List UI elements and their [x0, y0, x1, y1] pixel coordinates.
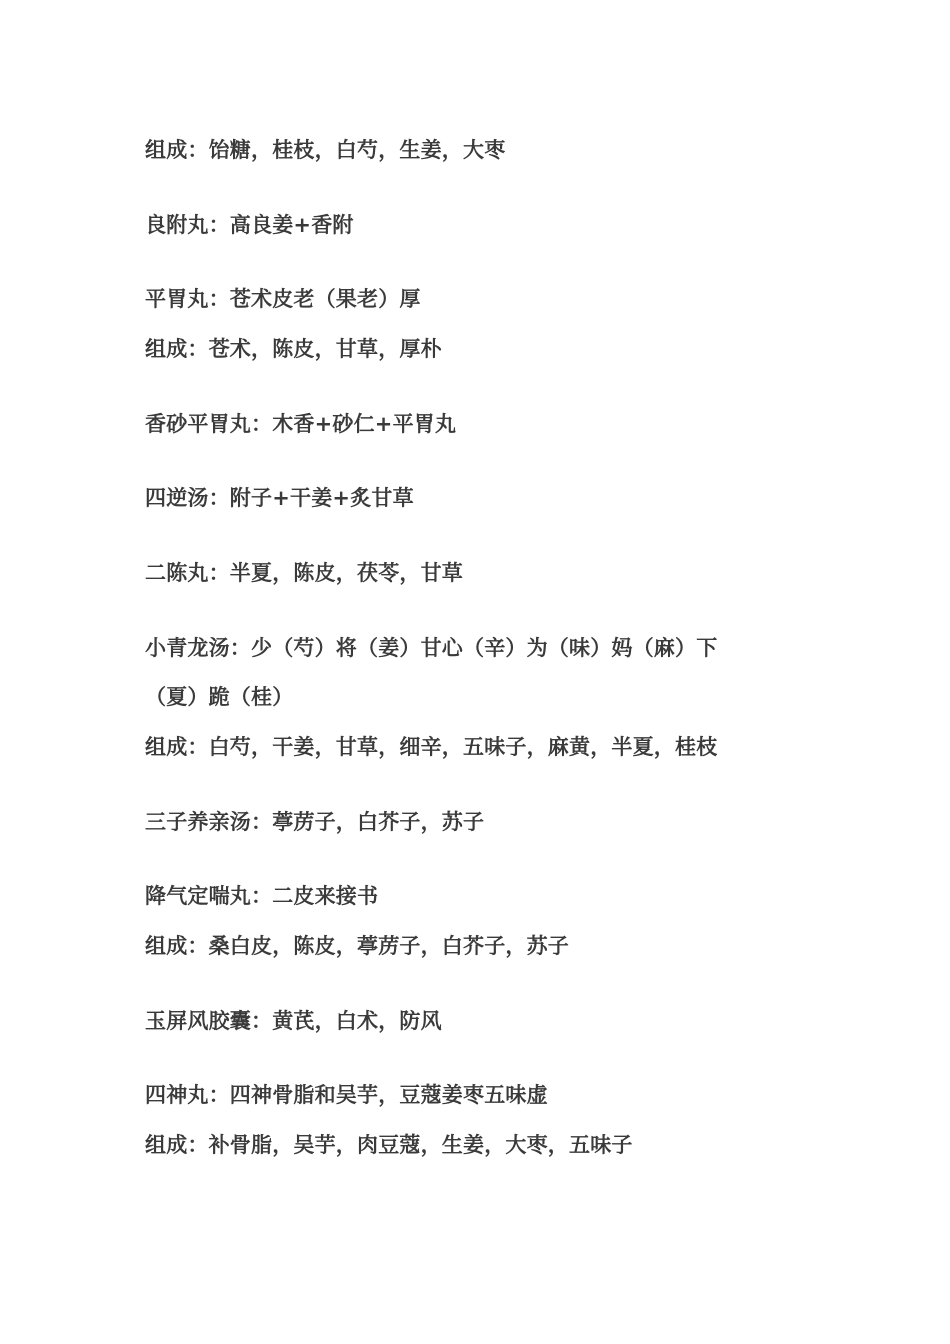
text-line: 四逆汤：附子+干姜+炙甘草: [145, 486, 414, 510]
text-line: 组成：补骨脂，吴芋，肉豆蔻，生姜，大枣，五味子: [145, 1133, 633, 1157]
text-line: 组成：苍术，陈皮，甘草，厚朴: [145, 337, 442, 361]
text-line: 三子养亲汤：葶苈子，白芥子，苏子: [145, 810, 485, 834]
text-line: 组成：饴糖，桂枝，白芍，生姜，大枣: [145, 138, 506, 162]
text-line: 二陈丸：半夏，陈皮，茯苓，甘草: [145, 561, 463, 585]
text-line: 玉屏风胶囊：黄芪，白术，防风: [145, 1009, 442, 1033]
text-line: 香砂平胃丸：木香+砂仁+平胃丸: [145, 412, 457, 436]
text-line: 四神丸：四神骨脂和吴芋，豆蔻姜枣五味虚: [145, 1083, 548, 1107]
text-line: 良附丸：高良姜+香附: [145, 213, 354, 237]
text-line: （夏）跪（桂）: [145, 685, 294, 709]
text-line: 组成：白芍，干姜，甘草，细辛，五味子，麻黄，半夏，桂枝: [145, 735, 718, 759]
text-line: 小青龙汤：少（芍）将（姜）甘心（辛）为（味）妈（麻）下: [145, 636, 718, 660]
text-line: 组成：桑白皮，陈皮，葶苈子，白芥子，苏子: [145, 934, 569, 958]
text-line: 降气定喘丸：二皮来接书: [145, 884, 379, 908]
text-line: 平胃丸：苍术皮老（果老）厚: [145, 287, 421, 311]
